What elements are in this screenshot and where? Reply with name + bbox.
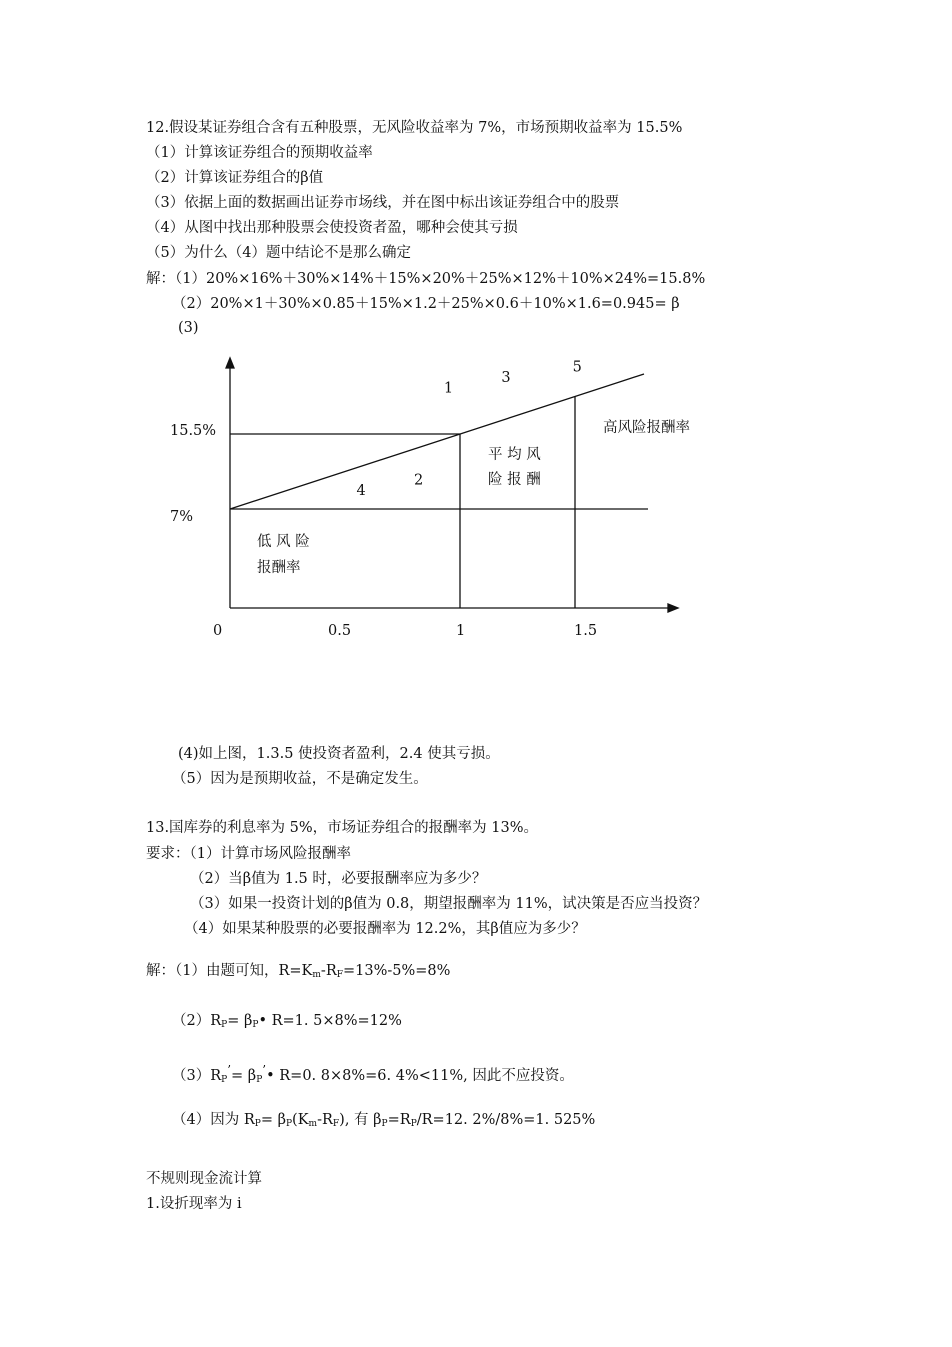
q13-answer-4: （4）因为 $R_P= \beta_P(K_m-R_F)$, 有 $\beta_P=R_P/R=12$. 2%/8%=1. 525%	[172, 1112, 596, 1129]
region-low-line-1: 低 风 险	[257, 534, 310, 550]
q13-answer-3: $(3)R_P^’=$ $\beta_P^’•$ R=0. 8×8%=6. 4%<11%, 因此不应投资。	[172, 1063, 574, 1085]
q13-title: 13.国库券的利息率为 5%，市场证券组合的报酬率为 13%。	[146, 820, 539, 836]
stock-label-4: 4	[356, 482, 366, 499]
y-axis-arrow	[226, 358, 234, 368]
q13-req-4: （4）如果某种股票的必要报酬率为 12.2%，其β值应为多少？	[184, 921, 586, 937]
stock-label-3: 3	[501, 369, 511, 386]
q13-req-1: 要求：（1）计算市场风险报酬率	[146, 846, 351, 862]
y-tick-7: 7%	[170, 509, 194, 525]
x-tick-1: 1	[456, 623, 466, 639]
region-avg-line-1: 平 均 风	[488, 447, 541, 463]
irregular-heading: 不规则现金流计算	[146, 1171, 262, 1187]
region-high: 高风险报酬率	[603, 420, 690, 436]
stock-label-2: 2	[413, 472, 424, 489]
q12-item-5: （5）为什么（4）题中结论不是那么确定	[146, 245, 411, 261]
irregular-line-1: 1.设折现率为 i	[146, 1196, 242, 1212]
x-tick-0: 0	[213, 623, 223, 639]
q12-title: 12.假设某证券组合含有五种股票，无风险收益率为 7%，市场预期收益率为 15.5%	[146, 120, 683, 136]
region-low-line-2: 报酬率	[257, 560, 301, 576]
stock-label-5: 5	[572, 359, 582, 376]
q12-item-2: （2）计算该证券组合的β值	[146, 170, 324, 186]
sml-chart	[0, 350, 952, 660]
q13-req-2: （2）当β值为 1.5 时，必要报酬率应为多少？	[190, 871, 487, 887]
sml-line	[230, 374, 644, 509]
x-tick-1.5: 1.5	[574, 623, 598, 639]
q12-solution-2: （2）20%×1＋30%×0.85＋15%×1.2＋25%×0.6＋10%×1.6=0.945= β	[172, 296, 680, 312]
q13-answer-1: 解：（1）由题可知，$R=K_m-R_F=13\%-5\%=8\%$	[146, 963, 451, 980]
region-avg-line-2: 险 报 酬	[488, 472, 541, 488]
x-axis-arrow	[668, 604, 678, 612]
q12-item-3: （3）依据上面的数据画出证券市场线，并在图中标出该证券组合中的股票	[146, 195, 620, 211]
q12-solution-4: (4)如上图，1.3.5 使投资者盈利，2.4 使其亏损。	[178, 746, 500, 762]
q13-answer-2: $(2)R_P=$ $\beta_P•$ R=1. 5×8%=12%	[172, 1013, 402, 1030]
q12-solution-5: （5）因为是预期收益，不是确定发生。	[172, 771, 428, 787]
x-tick-0.5: 0.5	[328, 623, 352, 639]
q12-item-4: （4）从图中找出那种股票会使投资者盈，哪种会使其亏损	[146, 220, 518, 236]
q12-solution-1: 解：（1）20%×16%＋30%×14%＋15%×20%＋25%×12%＋10%×24%=15.8%	[146, 271, 706, 287]
q12-solution-3: (3)	[178, 320, 199, 336]
q13-req-3: （3）如果一投资计划的β值为 0.8，期望报酬率为 11%，试决策是否应当投资？	[190, 896, 708, 912]
stock-label-1: 1	[443, 380, 454, 397]
q12-item-1: （1）计算该证券组合的预期收益率	[146, 145, 373, 161]
y-tick-15.5: 15.5%	[170, 423, 217, 439]
